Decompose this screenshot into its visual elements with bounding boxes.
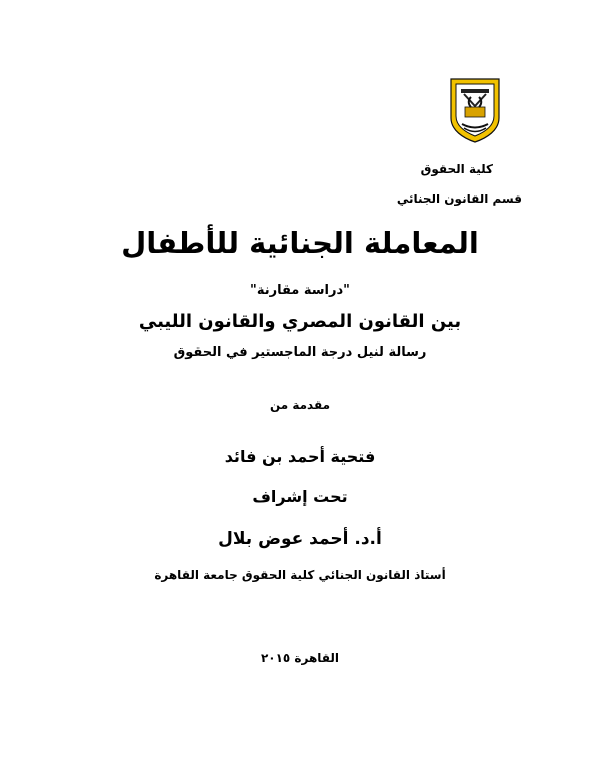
faculty-name: كلية الحقوق xyxy=(420,162,493,176)
thesis-title: المعاملة الجنائية للأطفال xyxy=(121,226,479,260)
degree-statement: رسالة لنيل درجة الماجستير في الحقوق xyxy=(173,345,427,360)
thesis-subtitle: "دراسة مقارنة" xyxy=(250,283,350,298)
supervisor-title: أستاذ القانون الجنائي كلية الحقوق جامعة القاهرة xyxy=(154,568,446,582)
thesis-comparison: بين القانون المصري والقانون الليبي xyxy=(138,311,462,332)
supervisor-name: أ.د. أحمد عوض بلال xyxy=(218,529,382,549)
place-year: القاهرة ٢٠١٥ xyxy=(260,651,340,665)
author-name: فتحية أحمد بن فائد xyxy=(224,447,376,466)
supervision-label: تحت إشراف xyxy=(252,487,348,506)
department-name: قسم القانون الجنائي xyxy=(396,192,522,206)
presented-by-label: مقدمة من xyxy=(269,398,331,412)
cairo-university-emblem-icon xyxy=(447,76,503,144)
